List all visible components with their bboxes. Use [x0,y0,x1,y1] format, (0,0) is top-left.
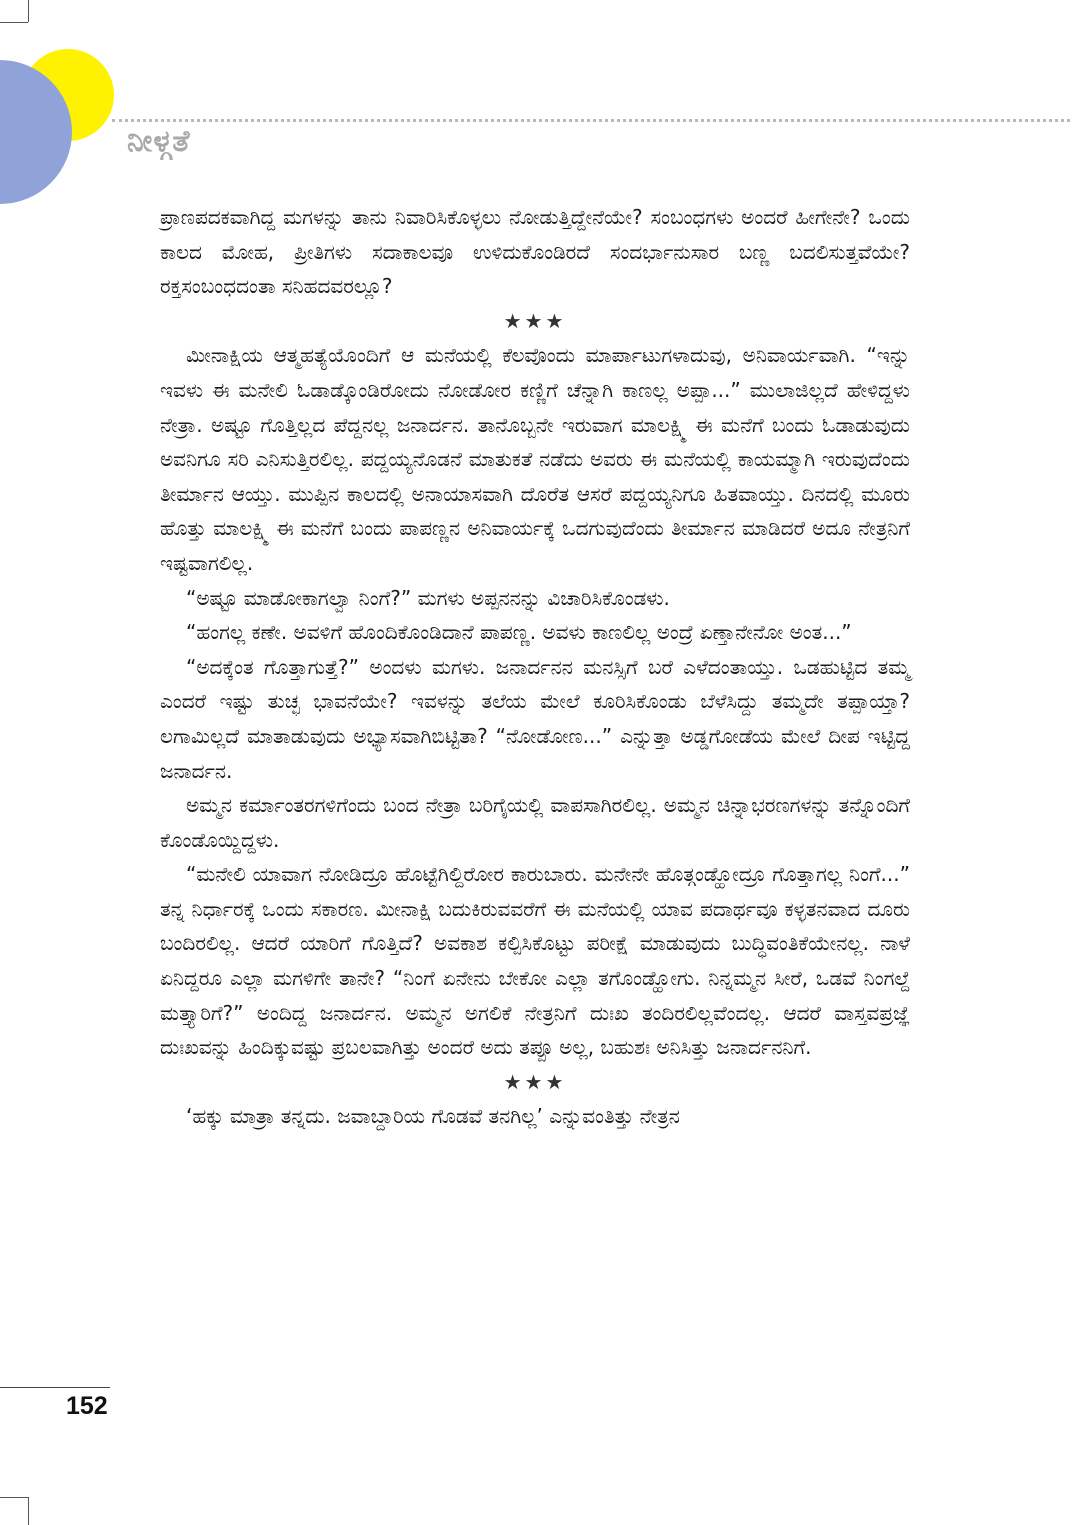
paragraph: “ಅದಕ್ಕೆಂತ ಗೊತ್ತಾಗುತ್ತೆ?” ಅಂದಳು ಮಗಳು. ಜನಾರ್ದನನ ಮನಸ್ಸಿಗೆ ಬರೆ ಎಳೆದಂತಾಯ್ತು. ಒಡಹುಟ್ಟಿದ ತಮ್ಮ ಎಂದರೆ ಇಷ್ಟು ತುಚ್ಛ ಭಾವನೆಯೇ? ಇವಳನ್ನು ತಲೆಯ ಮೇಲೆ ಕೂರಿಸಿಕೊಂಡು ಬೆಳೆಸಿದ್ದು ತಮ್ಮದೇ ತಪ್ಪಾಯ್ತಾ? ಲಗಾಮಿಲ್ಲದೆ ಮಾತಾಡುವುದು ಅಭ್ಯಾಸವಾಗಿಬಿಟ್ಟಿತಾ? “ನೋಡೋಣ...” ಎನ್ನುತ್ತಾ ಅಡ್ಡಗೋಡೆಯ ಮೇಲೆ ದೀಪ ಇಟ್ಟಿದ್ದ ಜನಾರ್ದನ. [160,654,910,783]
paragraph: ಮೀನಾಕ್ಷಿಯ ಆತ್ಮಹತ್ಯೆಯೊಂದಿಗೆ ಆ ಮನೆಯಲ್ಲಿ ಕೆಲವೊಂದು ಮಾರ್ಪಾಟುಗಳಾದುವು, ಅನಿವಾರ್ಯವಾಗಿ. “ಇನ್ನು ಇವಳು ಈ ಮನೇಲಿ ಓಡಾಡ್ಕೊಂಡಿರೋದು ನೋಡೋರ ಕಣ್ಣಿಗೆ ಚೆನ್ನಾಗಿ ಕಾಣಲ್ಲ ಅಪ್ಪಾ...” ಮುಲಾಜಿಲ್ಲದೆ ಹೇಳಿದ್ದಳು ನೇತ್ರಾ. ಅಷ್ಟೂ ಗೊತ್ತಿಲ್ಲದ ಪೆದ್ದನಲ್ಲ ಜನಾರ್ದನ. ತಾನೊಬ್ಬನೇ ಇರುವಾಗ ಮಾಲಕ್ಷ್ಮಿ ಈ ಮನೆಗೆ ಬಂದು ಓಡಾಡುವುದು ಅವನಿಗೂ ಸರಿ ಎನಿಸುತ್ತಿರಲಿಲ್ಲ. ಪದ್ದಯ್ಯನೊಡನೆ ಮಾತುಕತೆ ನಡೆದು ಅವರು ಈ ಮನೆಯಲ್ಲಿ ಕಾಯಮ್ಮಾಗಿ ಇರುವುದೆಂದು ತೀರ್ಮಾನ ಆಯ್ತು. ಮುಪ್ಪಿನ ಕಾಲದಲ್ಲಿ ಅನಾಯಾಸವಾಗಿ ದೊರೆತ ಆಸರೆ ಪದ್ದಯ್ಯನಿಗೂ ಹಿತವಾಯ್ತು. ದಿನದಲ್ಲಿ ಮೂರು ಹೊತ್ತು ಮಾಲಕ್ಷ್ಮಿ ಈ ಮನೆಗೆ ಬಂದು ಪಾಪಣ್ಣನ ಅನಿವಾರ್ಯಕ್ಕೆ ಒದಗುವುದೆಂದು ತೀರ್ಮಾನ ಮಾಡಿದರೆ ಅದೂ ನೇತ್ರನಿಗೆ ಇಷ್ಟವಾಗಲಿಲ್ಲ. [160,343,910,575]
crop-mark-bottom-left-horizontal [0,1497,28,1498]
paragraph: ಅಮ್ಮನ ಕರ್ಮಾಂತರಗಳಿಗೆಂದು ಬಂದ ನೇತ್ರಾ ಬರಿಗೈಯಲ್ಲಿ ವಾಪಸಾಗಿರಲಿಲ್ಲ. ಅಮ್ಮನ ಚಿನ್ನಾಭರಣಗಳನ್ನು ತನ್ನೊಂದಿಗೆ ಕೊಂಡೊಯ್ದಿದ್ದಳು. [160,793,910,852]
paragraph: “ಅಷ್ಟೂ ಮಾಡೋಕಾಗಲ್ವಾ ನಿಂಗೆ?” ಮಗಳು ಅಪ್ಪನನನ್ನು ವಿಚಾರಿಸಿಕೊಂಡಳು. [186,585,670,610]
header-dotted-rule [112,119,1070,122]
header-decoration [0,0,130,210]
section-separator: ★★★ [503,308,567,333]
footer-rule [0,1387,110,1388]
paragraph: ‘ಹಕ್ಕು ಮಾತ್ರಾ ತನ್ನದು. ಜವಾಬ್ದಾರಿಯ ಗೊಡವೆ ತನಗಿಲ್ಲ’ ಎನ್ನುವಂತಿತ್ತು ನೇತ್ರನ [186,1104,680,1129]
section-separator: ★★★ [503,1069,567,1094]
section-title: ನೀಳ್ಗತೆ [127,124,191,159]
crop-mark-bottom-left-vertical [28,1497,29,1525]
paragraph: “ಹಂಗಲ್ಲ ಕಣೇ. ಅವಳಿಗೆ ಹೊಂದಿಕೊಂಡಿದಾನೆ ಪಾಪಣ್ಣ. ಅವಳು ಕಾಣಲಿಲ್ಲ ಅಂದ್ರೆ ಏಣ್ತಾನೇನೋ ಅಂತ...” [186,620,852,645]
paragraph: “ಮನೇಲಿ ಯಾವಾಗ ನೋಡಿದ್ರೂ ಹೊಟ್ಟೆಗಿಲ್ದಿರೋರ ಕಾರುಬಾರು. ಮನೇನೇ ಹೊತ್ಗಂಡ್ಹೋದ್ರೂ ಗೊತ್ತಾಗಲ್ಲ ನಿಂಗೆ...” ತನ್ನ ನಿರ್ಧಾರಕ್ಕೆ ಒಂದು ಸಕಾರಣ. ಮೀನಾಕ್ಷಿ ಬದುಕಿರುವವರೆಗೆ ಈ ಮನೆಯಲ್ಲಿ ಯಾವ ಪದಾರ್ಥವೂ ಕಳ್ಳತನವಾದ ದೂರು ಬಂದಿರಲಿಲ್ಲ. ಆದರೆ ಯಾರಿಗೆ ಗೊತ್ತಿದೆ? ಅವಕಾಶ ಕಲ್ಪಿಸಿಕೊಟ್ಟು ಪರೀಕ್ಷೆ ಮಾಡುವುದು ಬುದ್ಧಿವಂತಿಕೆಯೇನಲ್ಲ. ನಾಳೆ ಏನಿದ್ದರೂ ಎಲ್ಲಾ ಮಗಳಿಗೇ ತಾನೇ? “ನಿಂಗೆ ಏನೇನು ಬೇಕೋ ಎಲ್ಲಾ ತಗೊಂಡ್ಹೋಗು. ನಿನ್ನಮ್ಮನ ಸೀರೆ, ಒಡವೆ ನಿಂಗಲ್ದೆ ಮತ್ತ್ಯಾರಿಗೆ?” ಅಂದಿದ್ದ ಜನಾರ್ದನ. ಅಮ್ಮನ ಅಗಲಿಕೆ ನೇತ್ರನಿಗೆ ದುಃಖ ತಂದಿರಲಿಲ್ಲವೆಂದಲ್ಲ. ಆದರೆ ವಾಸ್ತವಪ್ರಜ್ಞೆ ದುಃಖವನ್ನು ಹಿಂದಿಕ್ಕುವಷ್ಟು ಪ್ರಬಲವಾಗಿತ್ತು ಅಂದರೆ ಅದು ತಪ್ಪೂ ಅಲ್ಲ, ಬಹುಶಃ ಅನಿಸಿತ್ತು ಜನಾರ್ದನನಿಗೆ. [160,862,910,1060]
page-number: 152 [66,1392,108,1420]
body-text [160,200,910,1134]
paragraph: ಪ್ರಾಣಪದಕವಾಗಿದ್ದ ಮಗಳನ್ನು ತಾನು ನಿವಾರಿಸಿಕೊಳ್ಳಲು ನೋಡುತ್ತಿದ್ದೇನೆಯೇ? ಸಂಬಂಧಗಳು ಅಂದರೆ ಹೀಗೇನೇ? ಒಂದು ಕಾಲದ ಮೋಹ, ಪ್ರೀತಿಗಳು ಸದಾಕಾಲವೂ ಉಳಿದುಕೊಂಡಿರದೆ ಸಂದರ್ಭಾನುಸಾರ ಬಣ್ಣ ಬದಲಿಸುತ್ತವೆಯೇ? ರಕ್ತಸಂಬಂಧದಂತಾ ಸನಿಹದವರಲ್ಲೂ? [160,205,910,299]
